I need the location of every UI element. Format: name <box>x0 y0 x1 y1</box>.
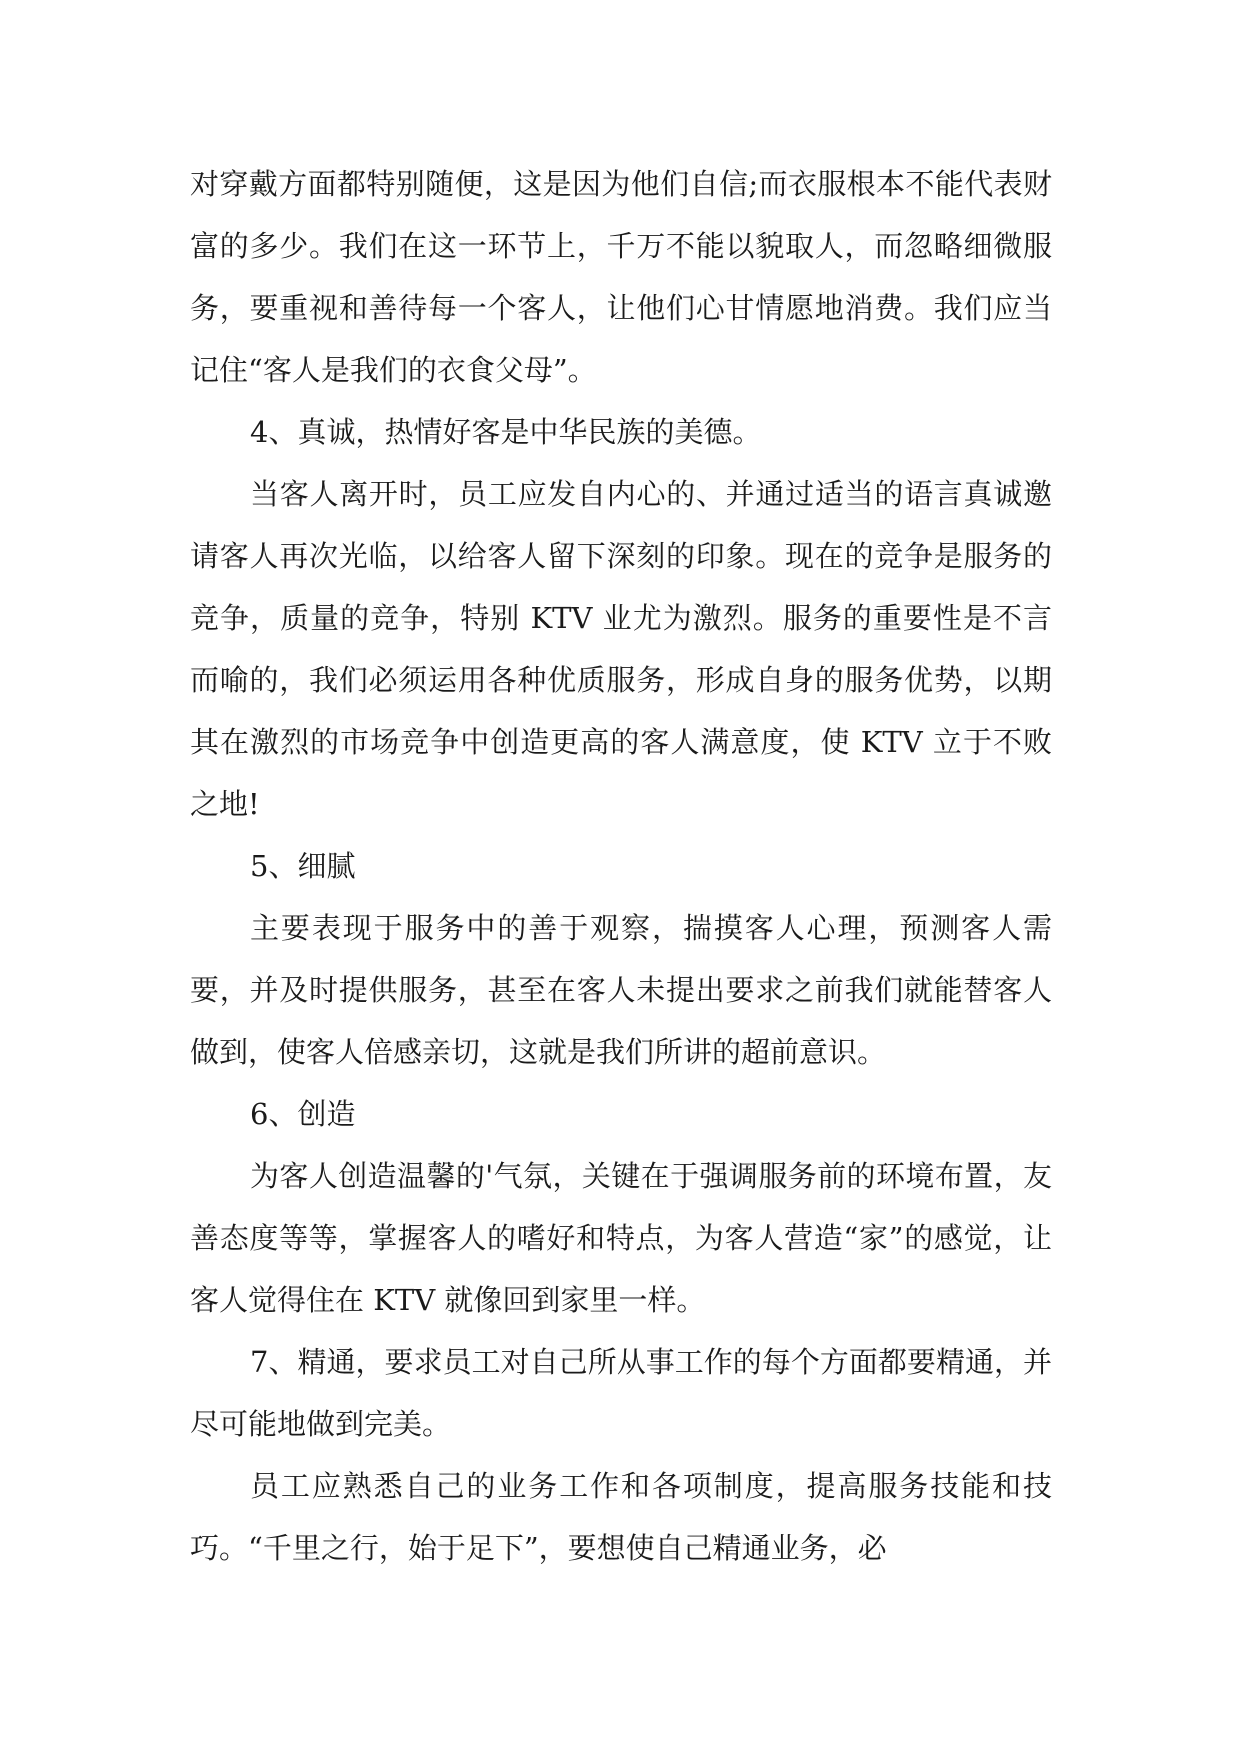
section-heading-5: 5、细腻 <box>250 849 356 883</box>
document-page <box>190 153 1052 1579</box>
paragraph-creation: 为客人创造温馨的'气氛，关键在于强调服务前的环境布置，友善态度等等，掌握客人的嗜好和特点，为客人营造“家”的感觉，让客人觉得住在 KTV 就像回到家里一样。 <box>190 1159 1052 1317</box>
section-heading-7: 7、精通，要求员工对自己所从事工作的每个方面都要精通，并尽可能地做到完美。 <box>190 1345 1052 1441</box>
section-heading-6: 6、创造 <box>250 1097 356 1131</box>
paragraph-continuation: 对穿戴方面都特别随便，这是因为他们自信;而衣服根本不能代表财富的多少。我们在这一环节上，千万不能以貌取人，而忽略细微服务，要重视和善待每一个客人，让他们心甘情愿地消费。我们应当记住“客人是我们的衣食父母”。 <box>190 167 1052 387</box>
paragraph-delicacy: 主要表现于服务中的善于观察，揣摸客人心理，预测客人需要，并及时提供服务，甚至在客人未提出要求之前我们就能替客人做到，使客人倍感亲切，这就是我们所讲的超前意识。 <box>190 911 1052 1069</box>
paragraph-proficiency: 员工应熟悉自己的业务工作和各项制度，提高服务技能和技巧。“千里之行，始于足下”，要想使自己精通业务，必 <box>190 1469 1052 1565</box>
section-heading-4: 4、真诚，热情好客是中华民族的美德。 <box>250 415 762 449</box>
paragraph-sincerity: 当客人离开时，员工应发自内心的、并通过适当的语言真诚邀请客人再次光临，以给客人留下深刻的印象。现在的竞争是服务的竞争，质量的竞争，特别 KTV 业尤为激烈。服务的重要性是不言而喻的，我们必须运用各种优质服务，形成自身的服务优势，以期其在激烈的市场竞争中创造更高的客人满意度，使 KTV 立于不败之地! <box>190 477 1052 821</box>
